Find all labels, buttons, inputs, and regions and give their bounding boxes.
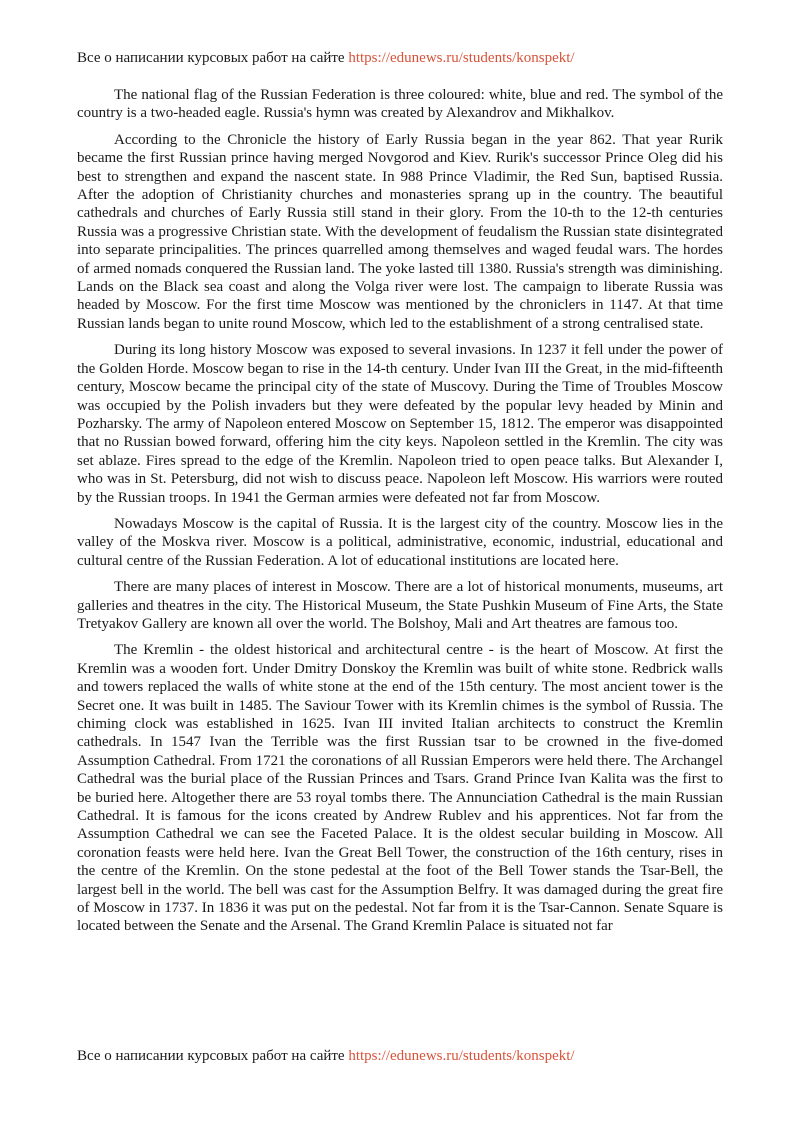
footer-link[interactable]: https://edunews.ru/students/konspekt/: [348, 1048, 575, 1064]
paragraph-early-russia: According to the Chronicle the history of Early Russia began in the year 862. That year Rurik became the first Russian prince having merged Novgorod and Kiev. Rurik's successor Prince Oleg did his best to strengthen and expand the nascent state. In 988 Prince Vladimir, the Red Sun, baptised Russia. After the adoption of Christianity churches and monasteries sprang up in the country. The beautiful cathedrals and churches of Early Russia still stand in their glory. From the 10-th to the 12-th centuries Russia was a progressive Christian state. With the development of feudalism the Russian state disintegrated into separate principalities. The princes quarrelled among themselves and waged feudal wars. The hordes of armed nomads conquered the Russian land. The yoke lasted till 1380. Russia's strength was diminishing. Lands on the Black sea coast and along the Volga river were lost. The campaign to liberate Russia was headed by Moscow. For the first time Moscow was mentioned by the chroniclers in 1147. At that time Russian lands began to unite round Moscow, which led to the establishment of a strong centralised state.: [77, 131, 723, 332]
paragraph-kremlin: The Kremlin - the oldest historical and architectural centre - is the heart of Moscow. At first the Kremlin was a wooden fort. Under Dmitry Donskoy the Kremlin was built of white stone. Redbrick walls and towers replaced the walls of white stone at the end of the 15th century. The most ancient tower is the Secret one. It was built in 1485. The Saviour Tower with its Kremlin chimes is the symbol of Russia. The chiming clock was established in 1625. Ivan III invited Italian architects to construct the Kremlin cathedrals. In 1547 Ivan the Terrible was the first Russian tsar to be crowned in the five-domed Assumption Cathedral. From 1721 the coronations of all Russian Emperors were held there. The Archangel Cathedral was the burial place of the Russian Princes and Tsars. Grand Prince Ivan Kalita was the first to be buried here. Altogether there are 53 royal tombs there. The Annunciation Cathedral is the main Russian Cathedral. It is famous for the icons created by Andrew Rublev and his apprentices. Not far from the Assumption Cathedral we can see the Faceted Palace. It is the oldest secular building in Moscow. All coronation feasts were held here. Ivan the Great Bell Tower, the construction of the 16th century, rises in the centre of the Kremlin. On the stone pedestal at the foot of the Bell Tower stands the Tsar-Bell, the largest bell in the world. The bell was cast for the Assumption Belfry. It was damaged during the great fire of Moscow in 1737. In 1836 it was put on the pedestal. Not far from it is the Tsar-Cannon. Senate Square is located between the Senate and the Arsenal. The Grand Kremlin Palace is situated not far: [77, 642, 723, 935]
header-link[interactable]: https://edunews.ru/students/konspekt/: [348, 50, 575, 66]
paragraph-moscow-capital: Nowadays Moscow is the capital of Russia. It is the largest city of the country. Moscow lies in the valley of the Moskva river. Moscow is a political, administrative, economic, industrial, educational and cultural centre of the Russian Federation. A lot of educational institutions are located here.: [77, 515, 723, 569]
footer-text: Все о написании курсовых работ на сайте: [77, 1048, 349, 1064]
paragraph-places-of-interest: There are many places of interest in Moscow. There are a lot of historical monuments, museums, art galleries and theatres in the city. The Historical Museum, the State Pushkin Museum of Fine Arts, the State Tretyakov Gallery are known all over the world. The Bolshoy, Mali and Art theatres are famous too.: [77, 579, 723, 632]
page-footer: [77, 1047, 723, 1065]
header-text: Все о написании курсовых работ на сайте: [77, 50, 349, 66]
document-body: [77, 86, 723, 944]
paragraph-flag: The national flag of the Russian Federation is three coloured: white, blue and red. The symbol of the country is a two-headed eagle. Russia's hymn was created by Alexandrov and Mikhalkov.: [77, 87, 723, 122]
paragraph-moscow-history: During its long history Moscow was exposed to several invasions. In 1237 it fell under the power of the Golden Horde. Moscow began to rise in the 14-th century. Under Ivan III the Great, in the mid-fifteenth century, Moscow became the principal city of the state of Muscovy. During the Time of Troubles Moscow was occupied by the Polish invaders but they were defeated by the popular levy headed by Minin and Pozharsky. The army of Napoleon entered Moscow on September 15, 1812. The emperor was disappointed that no Russian bowed forward, offering him the city keys. Napoleon settled in the Kremlin. The city was set ablaze. Fires spread to the edge of the Kremlin. Napoleon tried to open peace talks. But Alexander I, who was in St. Petersburg, did not wish to discuss peace. Napoleon left Moscow. His warriors were routed by the Russian troops. In 1941 the German armies were defeated not far from Moscow.: [77, 342, 723, 506]
page-header: [77, 49, 723, 67]
